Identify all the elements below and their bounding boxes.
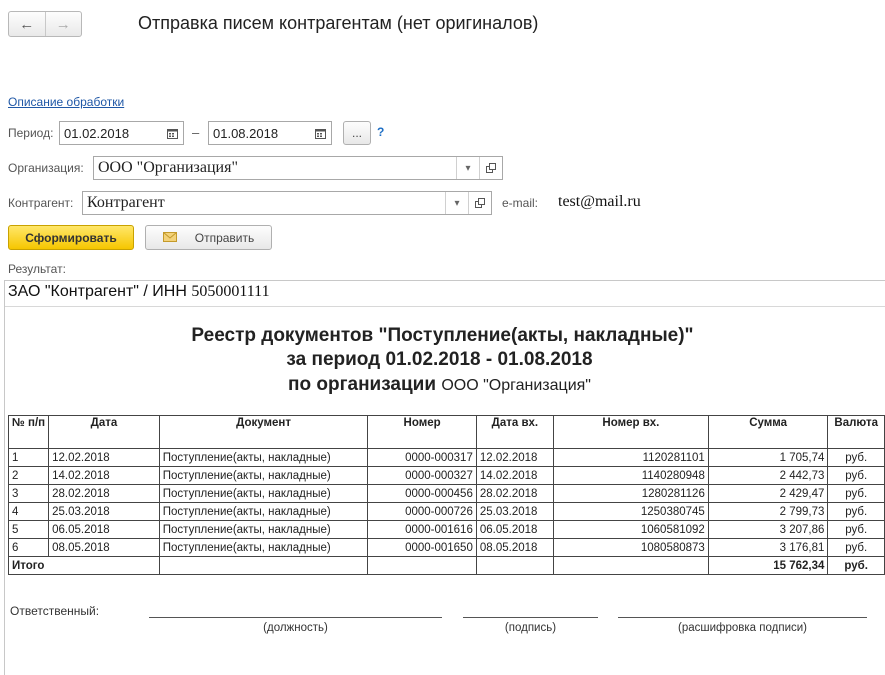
table-row[interactable] [9,539,885,557]
col-date: Дата [49,416,160,449]
table-total-row [9,557,885,575]
back-arrow-icon: ← [19,15,35,33]
signature-line [463,617,598,618]
cell-sum: 3 176,81 [708,539,828,557]
dropdown-chevron-icon[interactable]: ▾ [445,192,468,214]
report-organization-prefix: по организации [288,374,437,395]
empty-cell [159,557,368,575]
back-button[interactable] [9,12,45,36]
organization-field[interactable] [93,156,503,180]
total-label: Итого [9,557,160,575]
cell-date-in: 28.02.2018 [476,485,553,503]
cell-doc: Поступление(акты, накладные) [159,449,368,467]
report-inn: 5050001111 [191,283,270,300]
cell-n: 5 [9,521,49,539]
period-label: Период: [8,126,54,140]
cell-number: 0000-000327 [368,467,477,485]
cell-sum: 1 705,74 [708,449,828,467]
open-form-icon[interactable] [468,192,491,214]
cell-number: 0000-000726 [368,503,477,521]
cell-n: 6 [9,539,49,557]
cell-date: 12.02.2018 [49,449,160,467]
table-row[interactable] [9,503,885,521]
cell-sum: 2 799,73 [708,503,828,521]
col-num: № п/п [9,416,49,449]
cell-number: 0000-001616 [368,521,477,539]
email-value: test@mail.ru [558,193,641,210]
cell-n: 4 [9,503,49,521]
cell-date-in: 08.05.2018 [476,539,553,557]
cell-currency: руб. [828,521,885,539]
empty-cell [476,557,553,575]
col-currency: Валюта [828,416,885,449]
report-organization-name: ООО "Организация" [441,377,591,394]
cell-number: 0000-000456 [368,485,477,503]
result-label: Результат: [8,262,66,276]
cell-date: 06.05.2018 [49,521,160,539]
signature-caption: (подпись) [504,622,557,634]
cell-currency: руб. [828,485,885,503]
cell-doc: Поступление(акты, накладные) [159,539,368,557]
forward-arrow-icon: → [55,15,71,33]
cell-currency: руб. [828,467,885,485]
period-to-field[interactable] [208,121,332,145]
decoding-caption: (расшифровка подписи) [678,622,807,634]
counterparty-field[interactable] [82,191,492,215]
cell-currency: руб. [828,539,885,557]
send-button[interactable] [145,225,272,250]
nav-buttons [8,11,82,37]
table-row[interactable] [9,467,885,485]
col-number: Номер [368,416,477,449]
report-counterparty-line [8,283,270,301]
cell-sum: 3 207,86 [708,521,828,539]
period-to-value: 01.08.2018 [213,125,279,141]
cell-number-in: 1120281101 [553,449,708,467]
responsible-label: Ответственный: [10,604,100,618]
col-sum: Сумма [708,416,828,449]
cell-date-in: 14.02.2018 [476,467,553,485]
calendar-icon[interactable] [309,122,331,144]
generate-button[interactable]: Сформировать [8,225,134,250]
report-title: Реестр документов "Поступление(акты, накладные)" [191,325,694,346]
envelope-icon [163,231,177,245]
empty-cell [553,557,708,575]
col-date-in: Дата вх. [476,416,553,449]
cell-n: 3 [9,485,49,503]
cell-doc: Поступление(акты, накладные) [159,485,368,503]
documents-table [8,415,885,575]
cell-n: 2 [9,467,49,485]
help-icon[interactable]: ? [377,125,385,139]
cell-number-in: 1060581092 [553,521,708,539]
report-organization [0,374,882,396]
cell-currency: руб. [828,449,885,467]
total-sum: 15 762,34 [708,557,828,575]
organization-label: Организация: [8,161,84,175]
cell-currency: руб. [828,503,885,521]
cell-date: 14.02.2018 [49,467,160,485]
decoding-line [618,617,867,618]
cell-number: 0000-000317 [368,449,477,467]
report-period: за период 01.02.2018 - 01.08.2018 [286,349,593,370]
send-button-label: Отправить [194,230,255,245]
counterparty-label: Контрагент: [8,196,74,210]
report-counterparty-text: ЗАО "Контрагент" / ИНН [8,283,187,300]
table-row[interactable] [9,485,885,503]
page-title: Отправка писем контрагентам (нет оригиналов) [138,13,539,33]
open-form-icon[interactable] [479,157,502,179]
cell-sum: 2 429,47 [708,485,828,503]
period-dash: – [192,125,200,140]
period-from-field[interactable] [59,121,184,145]
cell-number-in: 1140280948 [553,467,708,485]
table-header-row [9,416,885,449]
cell-number: 0000-001650 [368,539,477,557]
cell-date-in: 12.02.2018 [476,449,553,467]
cell-sum: 2 442,73 [708,467,828,485]
cell-n: 1 [9,449,49,467]
period-from-value: 01.02.2018 [64,125,130,141]
description-link[interactable]: Описание обработки [8,95,125,109]
table-row[interactable] [9,521,885,539]
period-select-button[interactable]: ... [343,121,371,145]
dropdown-chevron-icon[interactable]: ▾ [456,157,479,179]
position-line [149,617,442,618]
calendar-icon[interactable] [161,122,183,144]
cell-number-in: 1250380745 [553,503,708,521]
cell-doc: Поступление(акты, накладные) [159,467,368,485]
col-number-in: Номер вх. [553,416,708,449]
counterparty-value: Контрагент [87,194,165,211]
position-caption: (должность) [263,622,328,634]
empty-cell [368,557,477,575]
cell-doc: Поступление(акты, накладные) [159,503,368,521]
cell-date: 25.03.2018 [49,503,160,521]
email-label: e-mail: [502,196,539,210]
cell-date: 08.05.2018 [49,539,160,557]
forward-button[interactable] [45,12,82,36]
table-row[interactable] [9,449,885,467]
cell-date-in: 06.05.2018 [476,521,553,539]
cell-doc: Поступление(акты, накладные) [159,521,368,539]
cell-date: 28.02.2018 [49,485,160,503]
divider [5,306,885,307]
organization-value: ООО "Организация" [98,159,238,176]
cell-date-in: 25.03.2018 [476,503,553,521]
total-currency: руб. [828,557,885,575]
col-doc: Документ [159,416,368,449]
cell-number-in: 1080580873 [553,539,708,557]
cell-number-in: 1280281126 [553,485,708,503]
